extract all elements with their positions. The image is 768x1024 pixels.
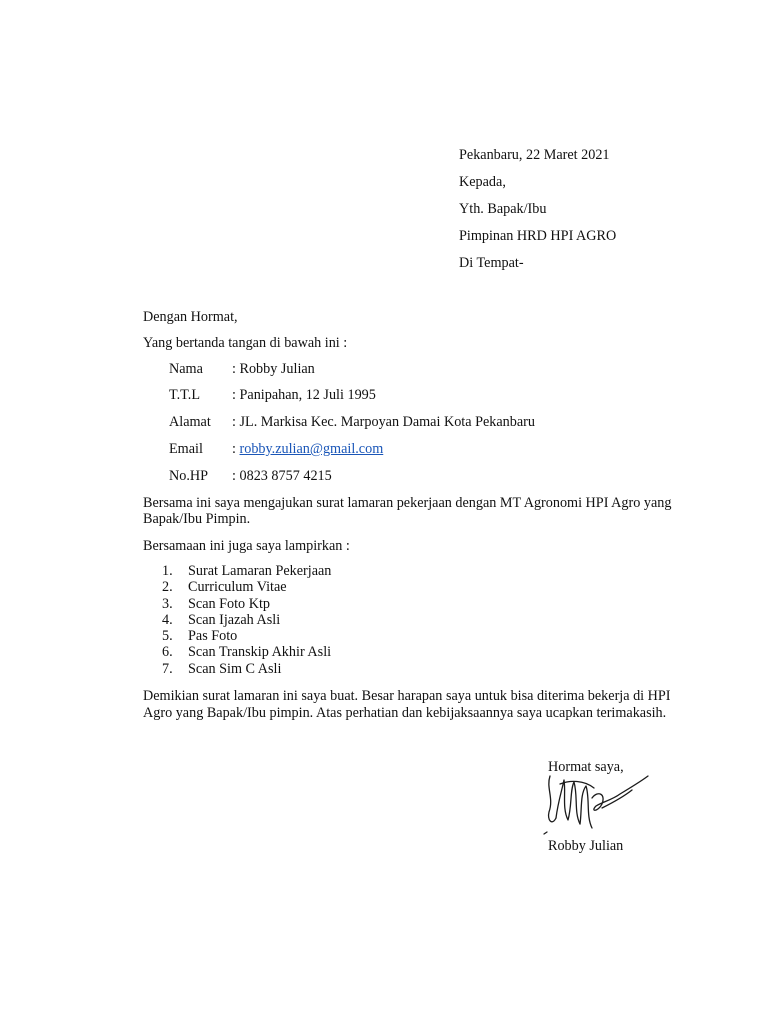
field-value-address: : JL. Markisa Kec. Marpoyan Damai Kota Pekanbaru bbox=[232, 414, 535, 430]
attachments-list bbox=[162, 563, 331, 677]
sign-off-name: Robby Julian bbox=[548, 838, 624, 854]
closing-paragraph-line-1: Demikian surat lamaran ini saya buat. Besar harapan saya untuk bisa diterima bekerja di HPI bbox=[143, 688, 671, 704]
attachments-intro: Bersamaan ini juga saya lampirkan : bbox=[143, 538, 350, 554]
list-item: 2. Curriculum Vitae bbox=[162, 579, 287, 596]
to-label: Kepada, bbox=[459, 174, 506, 190]
list-item: 5. Pas Foto bbox=[162, 628, 238, 645]
body-paragraph-line-1: Bersama ini saya mengajukan surat lamaran pekerjaan dengan MT Agronomi HPI Agro yang bbox=[143, 495, 672, 511]
body-paragraph-line-2: Bapak/Ibu Pimpin. bbox=[143, 511, 251, 527]
email-link[interactable]: robby.zulian@gmail.com bbox=[239, 441, 384, 457]
field-value-birth: : Panipahan, 12 Juli 1995 bbox=[232, 387, 376, 403]
place-date: Pekanbaru, 22 Maret 2021 bbox=[459, 147, 610, 163]
recipient-position: Pimpinan HRD HPI AGRO bbox=[459, 228, 617, 244]
closing-paragraph-line-2: Agro yang Bapak/Ibu pimpin. Atas perhatian dan kebijaksaannya saya ucapkan terimakasih. bbox=[143, 705, 667, 721]
field-label-birth: T.T.L bbox=[169, 387, 200, 403]
list-item: 7. Scan Sim C Asli bbox=[162, 660, 282, 677]
field-label-phone: No.HP bbox=[169, 468, 209, 484]
list-item: 6. Scan Transkip Akhir Asli bbox=[162, 644, 332, 661]
salutation: Dengan Hormat, bbox=[143, 309, 238, 325]
recipient-title: Yth. Bapak/Ibu bbox=[459, 201, 547, 217]
sign-off-greeting: Hormat saya, bbox=[548, 759, 624, 775]
field-value-email: : robby.zulian@gmail.com bbox=[232, 441, 384, 457]
field-value-name: : Robby Julian bbox=[232, 361, 315, 377]
intro-line: Yang bertanda tangan di bawah ini : bbox=[143, 335, 348, 351]
list-item: 1. Surat Lamaran Pekerjaan bbox=[162, 563, 332, 579]
list-item: 4. Scan Ijazah Asli bbox=[162, 611, 281, 628]
handwritten-signature bbox=[540, 768, 652, 840]
field-label-email: Email bbox=[169, 441, 203, 457]
recipient-location: Di Tempat- bbox=[459, 255, 524, 271]
field-label-address: Alamat bbox=[169, 414, 211, 430]
field-value-phone: : 0823 8757 4215 bbox=[232, 468, 332, 484]
list-item: 3. Scan Foto Ktp bbox=[162, 595, 270, 612]
field-label-name: Nama bbox=[169, 361, 203, 377]
